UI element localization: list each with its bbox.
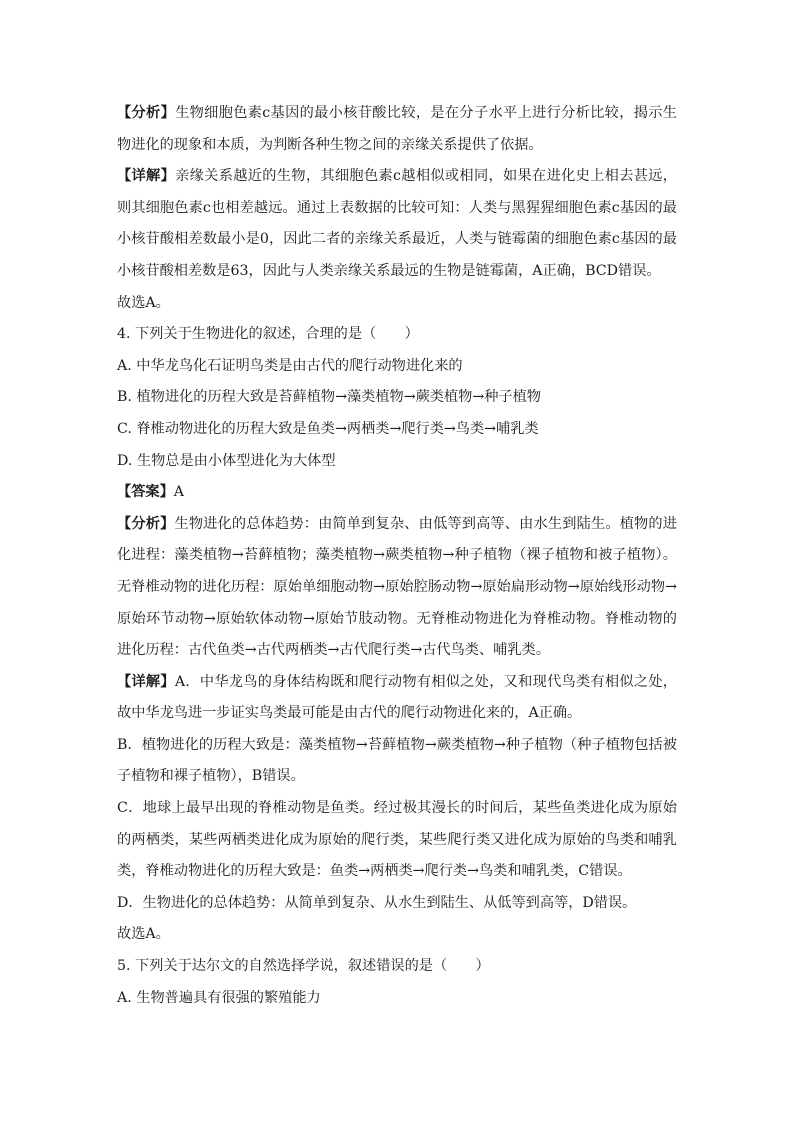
question-5-stem bbox=[117, 951, 677, 983]
analysis-text: 生物细胞色素c基因的最小核苷酸比较，是在分子水平上进行分析比较，揭示生物进化的现象和本质，为判断各种生物之间的亲缘关系提供了依据。 bbox=[117, 105, 677, 153]
option-d-text: D. 生物总是由小体型进化为大体型 bbox=[117, 452, 336, 469]
analysis-paragraph bbox=[117, 98, 677, 161]
analysis-tag-2: 【分析】 bbox=[117, 515, 175, 532]
detail-text: 亲缘关系越近的生物，其细胞色素c越相似或相同，如果在进化史上相去甚远，则其细胞色素c也相差越远。通过上表数据的比较可知：人类与黑猩猩细胞色素c基因的最小核苷酸相差数最小是0，因此二者的亲缘关系最近，人类与链霉菌的细胞色素c基因的最小核苷酸相差数是63，因此与人类亲缘关系最远的生物是链霉菌，A正确，BCD错误。 bbox=[117, 168, 677, 279]
detail-d-paragraph bbox=[117, 888, 677, 920]
analysis-text-2: 生物进化的总体趋势：由简单到复杂、由低等到高等、由水生到陆生。植物的进化进程：藻类植物→苔藓植物；藻类植物→蕨类植物→种子植物（裸子植物和被子植物）。无脊椎动物的进化历程：原始单细胞动物→原始腔肠动物→原始扁形动物→原始线形动物→原始环节动物→原始软体动物→原始节肢动物。无脊椎动物进化为脊椎动物。脊椎动物的进化历程：古代鱼类→古代两栖类→古代爬行类→古代鸟类、哺乳类。 bbox=[117, 515, 677, 659]
detail-tag: 【详解】 bbox=[117, 168, 176, 185]
detail-b-text: B．植物进化的历程大致是：藻类植物→苔藓植物→蕨类植物→种子植物（种子植物包括被子植物和裸子植物），B错误。 bbox=[117, 736, 677, 785]
detail-paragraph-2 bbox=[117, 667, 677, 730]
choose-answer-line bbox=[117, 288, 677, 320]
analysis-tag: 【分析】 bbox=[117, 105, 176, 121]
detail-c-paragraph bbox=[117, 793, 677, 888]
choose-answer-text-2: 故选A。 bbox=[117, 926, 170, 943]
detail-tag-2: 【详解】 bbox=[117, 673, 175, 690]
question-4-option-b bbox=[117, 382, 677, 414]
analysis-paragraph-2 bbox=[117, 509, 677, 667]
option-a-text: A. 中华龙鸟化石证明鸟类是由古代的爬行动物进化来的 bbox=[117, 357, 463, 374]
question-4-stem bbox=[117, 319, 677, 351]
answer-text: A bbox=[173, 484, 185, 501]
detail-c-text: C．地球上最早出现的脊椎动物是鱼类。经过极其漫长的时间后，某些鱼类进化成为原始的两栖类，某些两栖类进化成为原始的爬行类，某些爬行类又进化成为原始的鸟类和哺乳类，脊椎动物进化的历程大致是：鱼类→两栖类→爬行类→鸟类和哺乳类，C错误。 bbox=[117, 800, 677, 880]
option-b-text: B. 植物进化的历程大致是苔藓植物→藻类植物→蕨类植物→种子植物 bbox=[117, 389, 541, 406]
detail-b-paragraph bbox=[117, 730, 677, 793]
detail-d-text: D．生物进化的总体趋势：从简单到复杂、从水生到陆生、从低等到高等，D错误。 bbox=[117, 894, 637, 911]
question-5-text: 5. 下列关于达尔文的自然选择学说，叙述错误的是（ ） bbox=[117, 958, 490, 975]
choose-answer-text: 故选A。 bbox=[117, 294, 170, 311]
detail-paragraph bbox=[117, 161, 677, 287]
question-4-option-a bbox=[117, 351, 677, 383]
choose-answer-line-2 bbox=[117, 919, 677, 951]
q5-option-a-text: A. 生物普遍具有很强的繁殖能力 bbox=[117, 989, 321, 1006]
question-4-option-d bbox=[117, 446, 677, 478]
option-c-text: C. 脊椎动物进化的历程大致是鱼类→两栖类→爬行类→鸟类→哺乳类 bbox=[117, 420, 539, 437]
question-4-text: 4. 下列关于生物进化的叙述，合理的是（ ） bbox=[117, 326, 419, 343]
answer-paragraph bbox=[117, 477, 677, 509]
answer-tag: 【答案】 bbox=[117, 484, 174, 501]
question-5-option-a bbox=[117, 983, 677, 1015]
detail-text-2: A．中华龙鸟的身体结构既和爬行动物有相似之处，又和现代鸟类有相似之处，故中华龙鸟进一步证实鸟类最可能是由古代的爬行动物进化来的，A正确。 bbox=[117, 673, 677, 722]
document-body bbox=[117, 98, 677, 1014]
question-4-option-c bbox=[117, 414, 677, 446]
